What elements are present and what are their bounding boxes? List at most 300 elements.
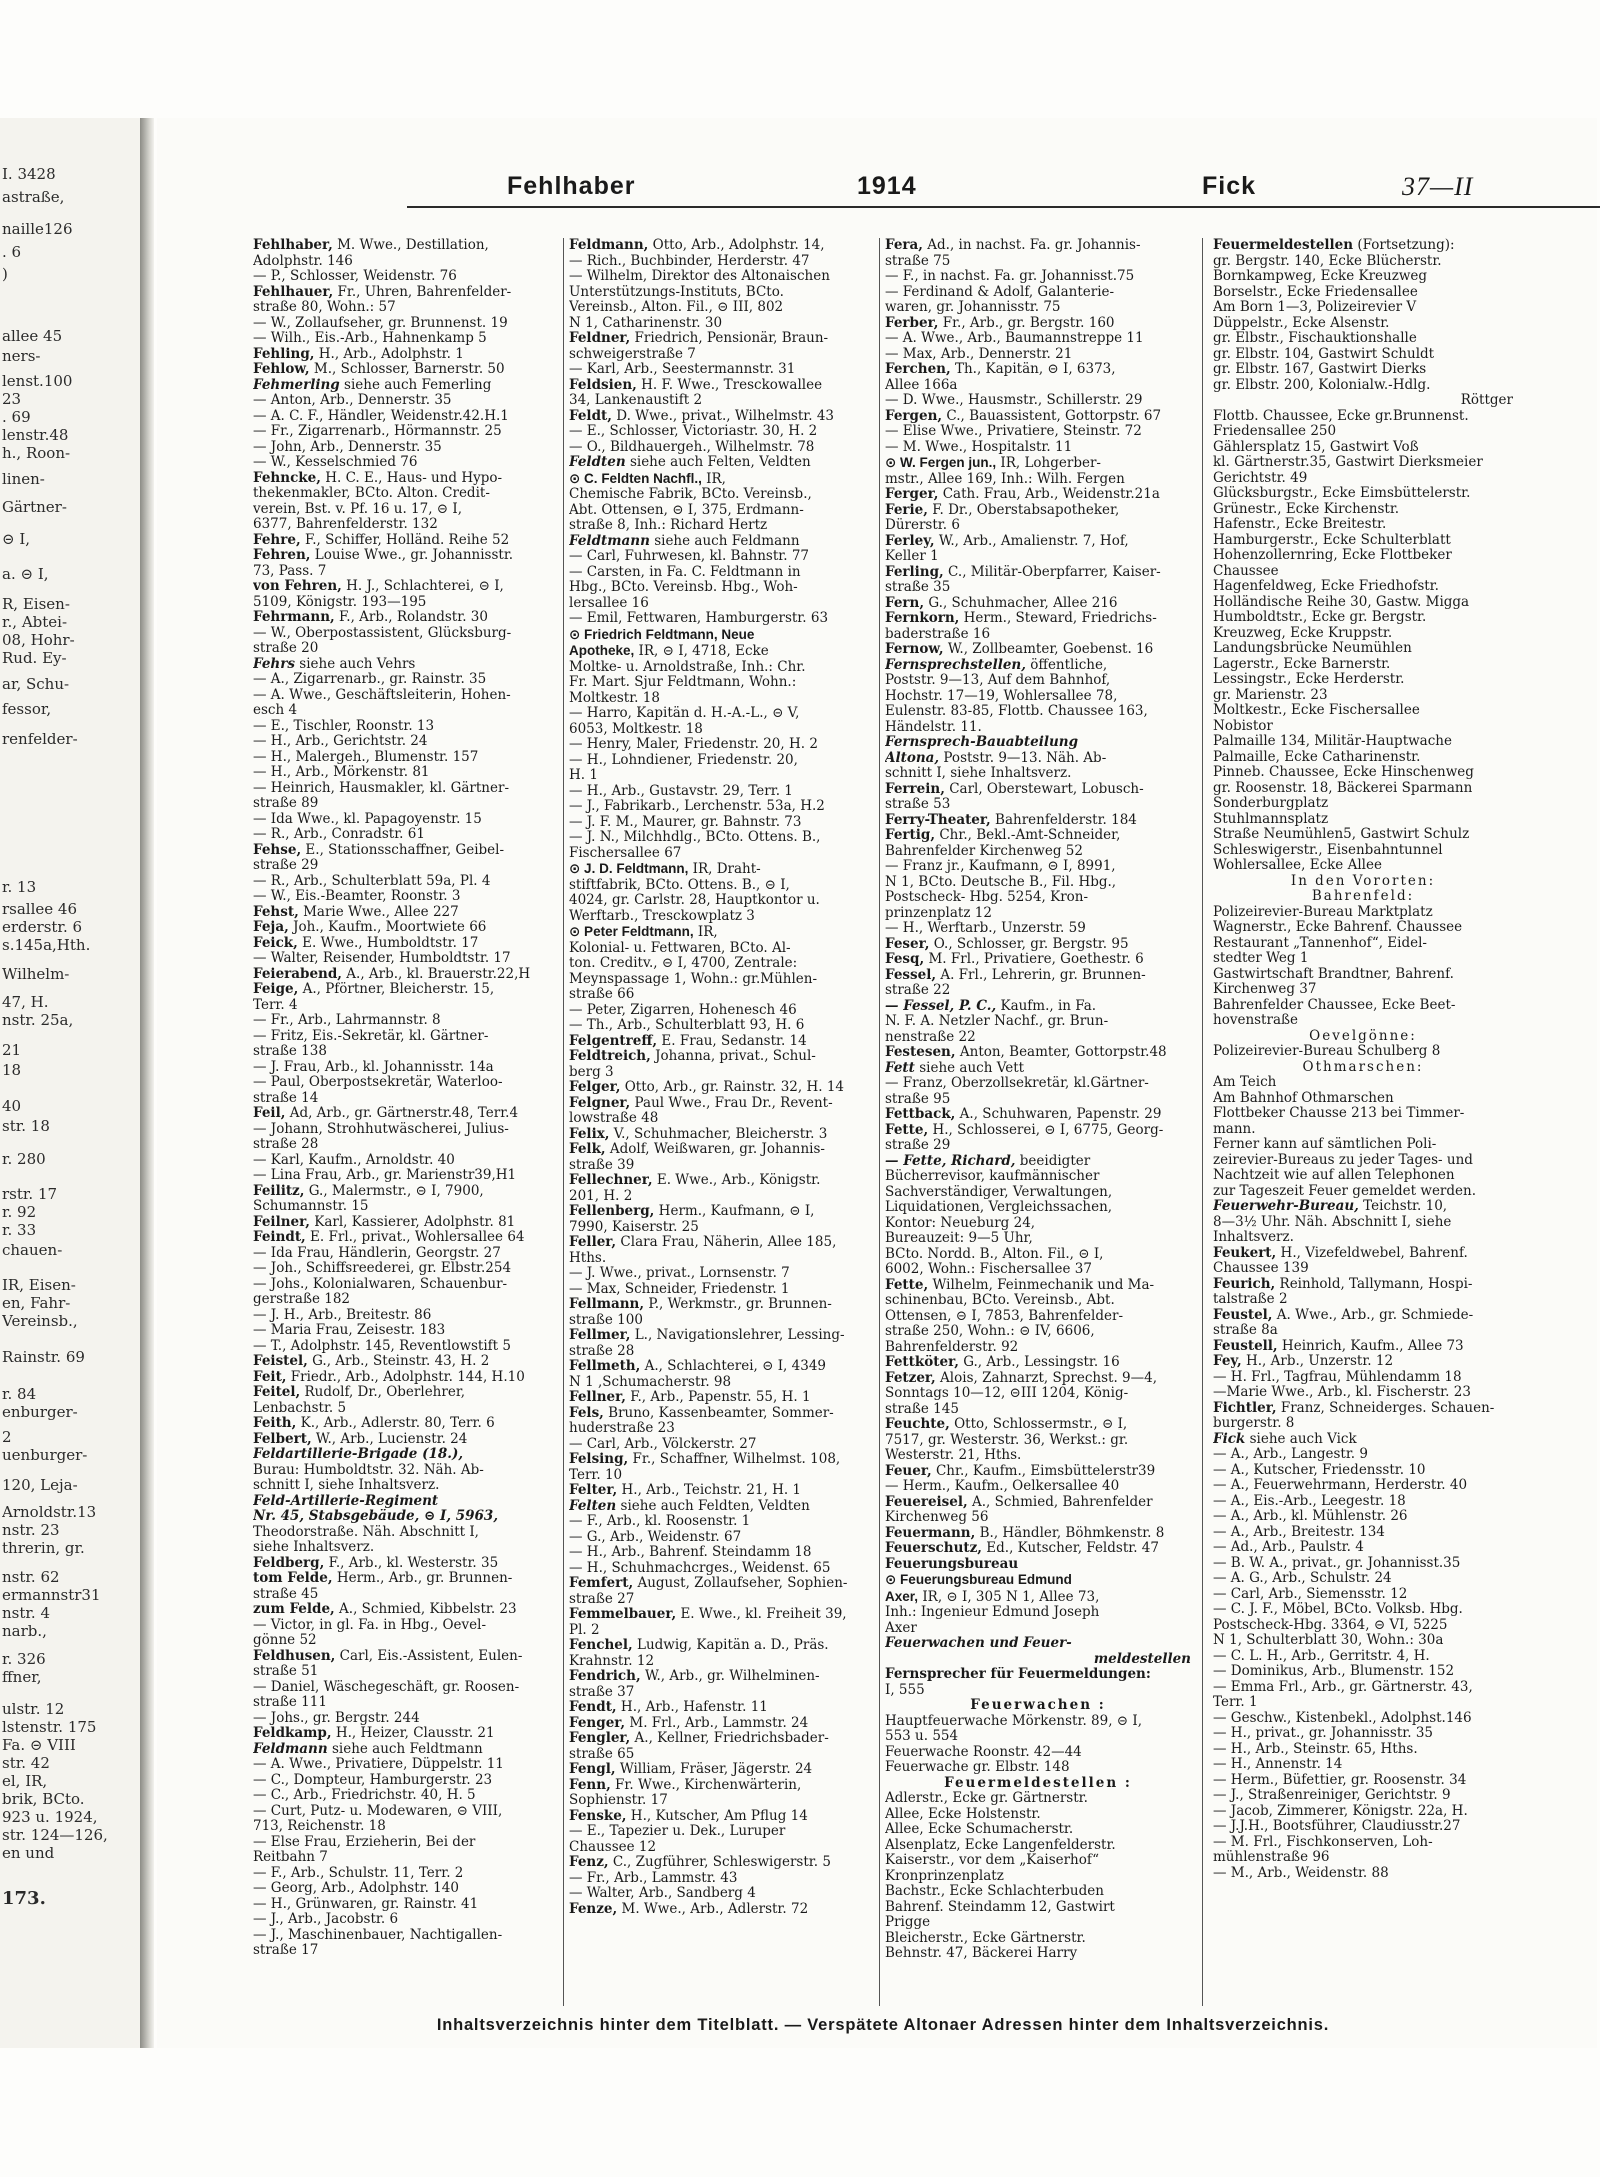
directory-entry-line: Fendt, H., Arb., Hafenstr. 11 [569, 1700, 768, 1715]
directory-entry-line: Palmaille 134, Militär-Hauptwache [1213, 734, 1452, 749]
directory-entry-line: straße 14 [253, 1090, 319, 1106]
directory-entry-line: — C., Dompteur, Hamburgerstr. 23 [253, 1772, 493, 1788]
directory-entry-line: — Rich., Buchbinder, Herderstr. 47 [569, 253, 810, 269]
directory-entry-line: Lessingstr., Ecke Herderstr. [1213, 672, 1405, 687]
directory-entry-line: Poststr. 9—13, Auf dem Bahnhof, [885, 673, 1111, 688]
left-page-line: narb., [2, 1622, 47, 1640]
left-page-line: allee 45 [2, 327, 63, 345]
directory-column-2 [569, 238, 873, 2006]
directory-entry-line: N. F. A. Netzler Nachf., gr. Brun- [885, 1014, 1109, 1029]
directory-entry-line: Felgentreff, E. Frau, Sedanstr. 14 [569, 1033, 807, 1049]
directory-entry-line: schinenbau, BCto. Vereinsb., Abt. [885, 1293, 1115, 1308]
directory-entry-line: straße 28 [253, 1137, 319, 1152]
directory-entry-line: gr. Elbstr. 104, Gastwirt Schuldt [1213, 346, 1435, 362]
directory-entry-line: Kolonial- u. Fettwaren, BCto. Al- [569, 940, 791, 956]
directory-entry-line: Grünestr., Ecke Kirchenstr. [1213, 501, 1400, 517]
directory-entry-line: Alsenplatz, Ecke Langenfelderstr. [885, 1837, 1116, 1853]
header-year: 1914 [857, 172, 917, 200]
directory-entry-line: — Herm., Kaufm., Oelkersallee 40 [885, 1479, 1120, 1494]
directory-entry-line: Feld-Artillerie-Regiment [253, 1493, 439, 1509]
directory-entry-line: — A., Arb., Breitestr. 134 [1213, 1524, 1385, 1540]
directory-entry-line: Fenger, M. Frl., Arb., Lammstr. 24 [569, 1715, 809, 1731]
directory-entry-line: Fenze, M. Wwe., Arb., Adlerstr. 72 [569, 1901, 809, 1917]
directory-entry-line: Feustell, Heinrich, Kaufm., Allee 73 [1213, 1338, 1464, 1354]
directory-entry-line: thekenmakler, BCto. Alton. Credit- [253, 486, 490, 501]
directory-entry-line: — Johs., gr. Bergstr. 244 [253, 1710, 420, 1726]
directory-entry-line: Ferner kann auf sämtlichen Poli- [1213, 1137, 1437, 1152]
directory-entry-line: — A. Wwe., Geschäftsleiterin, Hohen- [253, 687, 511, 703]
left-page-line: ners- [2, 347, 41, 365]
directory-entry-line: Allee, Ecke Schumacherstr. [885, 1822, 1074, 1837]
directory-entry-line: Flottb. Chaussee, Ecke gr.Brunnenst. [1213, 408, 1469, 424]
left-page-line: Gärtner- [2, 498, 67, 516]
directory-entry-line: Hamburgerstr., Ecke Schulterblatt [1213, 532, 1451, 548]
directory-entry-line: — Fessel, P. C., Kaufm., in Fa. [885, 998, 1097, 1014]
left-page-line: str. 42 [2, 1754, 50, 1772]
directory-entry-line: In den Vororten: [1290, 873, 1436, 889]
directory-entry-line: — A. Wwe., Arb., Baumannstreppe 11 [885, 331, 1144, 346]
directory-entry-line: 6377, Bahrenfelderstr. 132 [253, 517, 438, 532]
left-page-line: naille126 [2, 220, 73, 238]
directory-entry-line: — Georg, Arb., Adolphstr. 140 [253, 1881, 459, 1896]
directory-column-3 [885, 238, 1191, 2006]
directory-entry-line: — A., Zigarrenarb., gr. Rainstr. 35 [253, 672, 487, 687]
left-page-line: r. 280 [2, 1150, 46, 1168]
directory-entry-line: Feuer, Chr., Kaufm., Eimsbüttelerstr39 [885, 1463, 1156, 1479]
directory-entry-line: Feick, E. Wwe., Humboldtstr. 17 [253, 935, 479, 951]
directory-entry-line: ⊙ W. Fergen jun., IR, Lohgerber- [885, 455, 1101, 471]
directory-entry-line: Hauptfeuerwache Mörkenstr. 89, ⊝ I, [885, 1713, 1143, 1729]
directory-entry-line: N 1, BCto. Deutsche B., Fil. Hbg., [885, 874, 1117, 890]
directory-entry-line: Feierabend, A., Arb., kl. Brauerstr.22,H [253, 966, 531, 982]
left-page-line: linen- [2, 470, 45, 488]
directory-entry-line: — Henry, Maler, Friedenstr. 20, H. 2 [569, 737, 818, 752]
directory-entry-line: berg 3 [569, 1064, 614, 1080]
directory-entry-line: — Herm., Büfettier, gr. Roosenstr. 34 [1213, 1772, 1467, 1788]
directory-entry-line: meldestellen [1093, 1651, 1191, 1667]
page-number: 37—II [1402, 172, 1474, 201]
left-page-line: chauen- [2, 1241, 63, 1259]
directory-entry-line: Fehrs siehe auch Vehrs [253, 656, 416, 672]
left-page-line: ) [2, 265, 8, 283]
directory-entry-line: Reitbahn 7 [253, 1850, 328, 1865]
left-page-line: r. 33 [2, 1221, 37, 1239]
directory-entry-line: Fehlow, M., Schlosser, Barnerstr. 50 [253, 362, 505, 377]
directory-entry-line: Behnstr. 47, Bäckerei Harry [885, 1946, 1078, 1961]
directory-entry-line: Feuerungsbureau [885, 1556, 1019, 1572]
directory-entry-line: esch 4 [253, 703, 298, 718]
directory-entry-line: Abt. Ottensen, ⊝ I, 375, Erdmann- [569, 502, 804, 518]
directory-entry-line: Chaussee 12 [569, 1839, 657, 1855]
directory-entry-line: — H., Grünwaren, gr. Rainstr. 41 [253, 1896, 479, 1912]
directory-entry-line: straße 53 [885, 797, 951, 812]
directory-entry-line: — C. J. F., Möbel, BCto. Volksb. Hbg. [1213, 1602, 1463, 1617]
directory-entry-line: talstraße 2 [1213, 1292, 1288, 1307]
directory-entry-line: Bahrenfelderstr. 92 [885, 1339, 1019, 1355]
directory-entry-line: — H., privat., gr. Johannisstr. 35 [1213, 1726, 1434, 1741]
directory-entry-line: Ferger, Cath. Frau, Arb., Weidenstr.21a [885, 487, 1160, 502]
directory-entry-line: straße 22 [885, 983, 951, 998]
directory-entry-line: — A., Eis.-Arb., Leegestr. 18 [1213, 1493, 1406, 1509]
left-page-line: r. 13 [2, 878, 37, 896]
column-divider [879, 238, 880, 2006]
left-page-line: I. 3428 [2, 165, 56, 183]
directory-entry-line: — Paul, Oberpostsekretär, Waterloo- [253, 1075, 503, 1090]
directory-entry-line: Fenz, C., Zugführer, Schleswigerstr. 5 [569, 1855, 831, 1870]
directory-entry-line: — H., Schuhmachcrges., Weidenst. 65 [569, 1560, 831, 1576]
directory-entry-line: hovenstraße [1213, 1013, 1298, 1028]
directory-entry-line: Fernsprech-Bauabteilung [885, 735, 1079, 750]
left-page-line: nstr. 25a, [2, 1011, 74, 1029]
directory-entry-line: — Fr., Arb., Lahrmannstr. 8 [253, 1013, 441, 1028]
directory-entry-line: — Max, Arb., Dennerstr. 21 [885, 346, 1073, 362]
left-page-line: r. 92 [2, 1203, 37, 1221]
directory-entry-line: — H. Frl., Tagfrau, Mühlendamm 18 [1213, 1369, 1462, 1385]
directory-entry-line: straße 145 [885, 1401, 959, 1417]
directory-entry-line: Fehncke, H. C. E., Haus- und Hypo- [253, 470, 503, 486]
directory-entry-line: Fehlhaber, M. Wwe., Destillation, [253, 238, 489, 253]
left-page-line: ermannstr31 [2, 1586, 101, 1604]
directory-entry-line: Kronprinzenplatz [885, 1868, 1004, 1884]
directory-entry-line: — H., Arb., Gustavstr. 29, Terr. 1 [569, 783, 793, 799]
directory-entry-line: Fernsprecher für Feuermeldungen: [885, 1667, 1151, 1682]
directory-entry-line: — R., Arb., Conradstr. 61 [253, 827, 425, 842]
directory-entry-line: Polizeirevier-Bureau Schulberg 8 [1213, 1044, 1441, 1059]
directory-entry-line: — A., Arb., Langestr. 9 [1213, 1447, 1368, 1462]
directory-entry-line: Feldsien, H. F. Wwe., Tresckowallee [569, 377, 823, 393]
directory-entry-line: — W., Oberpostassistent, Glücksburg- [253, 625, 512, 641]
directory-entry-line: Ferchen, Th., Kapitän, ⊝ I, 6373, [885, 362, 1116, 377]
directory-entry-line: 7517, gr. Westerstr. 36, Werkst.: gr. [885, 1432, 1129, 1448]
directory-entry-line: Bachstr., Ecke Schlachterbuden [885, 1884, 1104, 1899]
left-page-line: . 6 [2, 243, 22, 261]
directory-entry-line: Fengler, A., Kellner, Friedrichsbader- [569, 1731, 829, 1746]
directory-entry-line: gr. Marienstr. 23 [1213, 687, 1328, 703]
left-page-line: s.145a,Hth. [2, 936, 91, 954]
directory-entry-line: gerstraße 182 [253, 1292, 351, 1307]
directory-entry-line: Felk, Adolf, Weißwaren, gr. Johannis- [569, 1142, 825, 1157]
directory-entry-line: — C. L. H., Arb., Gerritstr. 4, H. [1213, 1648, 1430, 1664]
directory-entry-line: — J. Wwe., privat., Lornsenstr. 7 [569, 1266, 790, 1281]
directory-entry-line: — Carl, Fuhrwesen, kl. Bahnstr. 77 [569, 549, 809, 564]
directory-entry-line: straße 95 [885, 1091, 951, 1107]
directory-entry-line: Unterstützungs-Instituts, BCto. [569, 284, 784, 300]
directory-entry-line: schweigerstraße 7 [569, 346, 696, 362]
directory-entry-line: baderstraße 16 [885, 626, 991, 642]
directory-entry-line: Feith, K., Arb., Adlerstr. 80, Terr. 6 [253, 1416, 495, 1431]
directory-entry-line: — H., Arb., Steinstr. 65, Hths. [1213, 1741, 1418, 1757]
directory-entry-line: Pl. 2 [569, 1622, 600, 1638]
directory-entry-line: Flottbeker Chausse 213 bei Timmer- [1213, 1106, 1465, 1121]
directory-entry-line: nenstraße 22 [885, 1029, 976, 1045]
left-page-line: h., Roon- [2, 444, 71, 462]
directory-entry-line: — Maria Frau, Zeisestr. 183 [253, 1323, 446, 1338]
directory-entry-line: — R., Arb., Schulterblatt 59a, Pl. 4 [253, 873, 491, 889]
directory-entry-line: — Joh., Schiffsreederei, gr. Elbstr.254 [253, 1261, 512, 1276]
directory-entry-line: H. 1 [569, 768, 598, 783]
directory-entry-line: Feukert, H., Vizefeldwebel, Bahrenf. [1213, 1245, 1468, 1261]
directory-entry-line: Feldtreich, Johanna, privat., Schul- [569, 1049, 816, 1064]
directory-entry-line: — H., Werftarb., Unzerstr. 59 [885, 921, 1086, 936]
directory-entry-line: Chaussee [1213, 563, 1279, 579]
directory-entry-line: Felsing, Fr., Schaffner, Wilhelmst. 108, [569, 1452, 841, 1467]
left-page-line: erderstr. 6 [2, 918, 83, 936]
directory-entry-line: — H., Arb., Mörkenstr. 81 [253, 765, 430, 780]
directory-entry-line: 73, Pass. 7 [253, 563, 327, 579]
directory-entry-line: straße 35 [885, 580, 951, 595]
directory-entry-line: Feldhusen, Carl, Eis.-Assistent, Eulen- [253, 1648, 523, 1664]
directory-entry-line: ⊙ Feuerungsbureau Edmund [885, 1572, 1072, 1587]
directory-entry-line: Bahrenfelder Chaussee, Ecke Beet- [1213, 997, 1456, 1013]
directory-entry-line: Polizeirevier-Bureau Marktplatz [1213, 904, 1433, 920]
directory-entry-line: Sachverständiger, Verwaltungen, [885, 1184, 1113, 1200]
directory-entry-line: Fehre, F., Schiffer, Holländ. Reihe 52 [253, 532, 510, 548]
directory-entry-line: waren, gr. Johannisstr. 75 [885, 300, 1061, 315]
directory-entry-line: straße 66 [569, 987, 635, 1002]
directory-entry-line: verein, Bst. v. Pf. 16 u. 17, ⊝ I, [253, 501, 463, 517]
directory-entry-line: straße 80, Wohn.: 57 [253, 300, 396, 315]
directory-entry-line: — O., Bildhauergeh., Wilhelmstr. 78 [569, 439, 815, 455]
directory-entry-line: Allee 166a [885, 377, 958, 393]
directory-entry-line: zum Felde, A., Schmied, Kibbelstr. 23 [253, 1602, 517, 1617]
directory-entry-line: I, 555 [885, 1682, 925, 1698]
left-page-line: 173. [2, 1890, 46, 1908]
directory-entry-line: — Emma Frl., Arb., gr. Gärtnerstr. 43, [1213, 1679, 1473, 1695]
directory-entry-line: Moltkestr. 18 [569, 690, 660, 706]
directory-entry-line: — Curt, Putz- u. Modewaren, ⊝ VIII, [253, 1803, 503, 1819]
directory-entry-line: Am Teich [1213, 1075, 1277, 1090]
directory-entry-line: 201, H. 2 [569, 1188, 633, 1204]
directory-entry-line: Postscheck- Hbg. 5254, Kron- [885, 890, 1089, 905]
directory-entry-line: Ferie, F. Dr., Oberstabsapotheker, [885, 502, 1120, 518]
directory-entry-line: — E., Schlosser, Victoriastr. 30, H. 2 [569, 424, 818, 439]
directory-entry-line: — W., Zollaufseher, gr. Brunnenst. 19 [253, 315, 508, 331]
left-page-line: en und [2, 1844, 55, 1862]
directory-entry-line: Feige, A., Pförtner, Bleicherstr. 15, [253, 982, 495, 997]
directory-entry-line: Krahnstr. 12 [569, 1653, 655, 1669]
directory-entry-line: 7990, Kaiserstr. 25 [569, 1219, 699, 1235]
directory-entry-line: Lenbachstr. 5 [253, 1400, 347, 1416]
left-page-line: r. 84 [2, 1385, 37, 1403]
left-page-line: 923 u. 1924, [2, 1808, 98, 1826]
directory-entry-line: — A., Feuerwehrmann, Herderstr. 40 [1213, 1478, 1468, 1493]
directory-entry-line: Am Born 1—3, Polizeirevier V [1213, 300, 1417, 315]
directory-entry-line: Kirchenweg 56 [885, 1510, 989, 1525]
directory-entry-line: Femmelbauer, E. Wwe., kl. Freiheit 39, [569, 1607, 847, 1622]
directory-entry-line: — Fette, Richard, beeidigter [885, 1153, 1091, 1169]
left-page-line: ulstr. 12 [2, 1700, 65, 1718]
directory-entry-line: stedter Weg 1 [1213, 951, 1309, 966]
directory-entry-line: Bleicherstr., Ecke Gärtnerstr. [885, 1930, 1086, 1946]
directory-entry-line: lowstraße 48 [569, 1111, 659, 1126]
directory-entry-line: 8—3½ Uhr. Näh. Abschnitt I, siehe [1213, 1214, 1452, 1230]
left-page-line: . 69 [2, 408, 31, 426]
directory-entry-line: — T., Adolphstr. 145, Reventlowstift 5 [253, 1338, 511, 1354]
directory-entry-line: — Heinrich, Hausmakler, kl. Gärtner- [253, 780, 509, 796]
directory-entry-line: Fendrich, W., Arb., gr. Wilhelminen- [569, 1669, 820, 1684]
directory-entry-line: Bahrenfelder Kirchenweg 52 [885, 843, 1083, 859]
directory-entry-line: Feuermeldestellen : [944, 1775, 1132, 1791]
directory-entry-line: — J., Straßenreiniger, Gerichtstr. 9 [1213, 1788, 1451, 1803]
directory-entry-line: — J. H., Arb., Breitestr. 86 [253, 1307, 432, 1323]
header-first-name: Fehlhaber [507, 172, 636, 200]
directory-entry-line: Felger, Otto, Arb., gr. Rainstr. 32, H. 14 [569, 1080, 845, 1095]
directory-entry-line: Fetzer, Alois, Zahnarzt, Sprechst. 9—4, [885, 1370, 1158, 1386]
directory-entry-line: Feuermeldestellen (Fortsetzung): [1213, 238, 1455, 253]
directory-entry-line: — Daniel, Wäschegeschäft, gr. Roosen- [253, 1679, 520, 1695]
directory-entry-line: Moltke- u. Arnoldstraße, Inh.: Chr. [569, 659, 806, 675]
directory-entry-line: Nachtzeit wie auf allen Telephonen [1213, 1168, 1455, 1183]
directory-entry-line: straße 138 [253, 1044, 327, 1059]
left-page-line: r. 326 [2, 1650, 46, 1668]
directory-entry-line: Festesen, Anton, Beamter, Gottorpstr.48 [885, 1045, 1167, 1060]
directory-entry-line: Feldmann, Otto, Arb., Adolphstr. 14, [569, 238, 825, 253]
left-page-fragment [0, 118, 142, 2048]
directory-entry-line: — Harro, Kapitän d. H.-A.-L., ⊝ V, [569, 706, 800, 721]
left-page-line: 21 [2, 1041, 22, 1059]
directory-entry-line: Fellner, F., Arb., Papenstr. 55, H. 1 [569, 1390, 811, 1405]
directory-entry-line: Felbert, W., Arb., Lucienstr. 24 [253, 1431, 468, 1447]
directory-entry-line: Fehst, Marie Wwe., Allee 227 [253, 904, 459, 920]
directory-entry-line: lersallee 16 [569, 595, 649, 611]
directory-entry-line: — Wilhelm, Direktor des Altonaischen [569, 269, 830, 284]
directory-entry-line: huderstraße 23 [569, 1421, 675, 1436]
directory-entry-line: — Else Frau, Erzieherin, Bei der [253, 1834, 476, 1850]
directory-entry-line: — Ida Wwe., kl. Papagoyenstr. 15 [253, 811, 482, 827]
directory-entry-line: straße 100 [569, 1312, 643, 1328]
left-page-line: 40 [2, 1097, 22, 1115]
directory-entry-line: zur Tageszeit Feuer gemeldet werden. [1213, 1183, 1476, 1199]
directory-entry-line: Kaiserstr., vor dem „Kaiserhof“ [885, 1853, 1100, 1868]
directory-entry-line: 713, Reichenstr. 18 [253, 1819, 386, 1834]
directory-entry-line: — Victor, in gl. Fa. in Hbg., Oevel- [253, 1617, 487, 1633]
left-page-line: 120, Leja- [2, 1476, 78, 1494]
directory-entry-line: Fichtler, Franz, Schneiderges. Schauen- [1213, 1400, 1495, 1416]
directory-entry-line: gr. Elbstr. 167, Gastwirt Dierks [1213, 362, 1427, 377]
directory-entry-line: Sonderburgplatz [1213, 796, 1329, 811]
left-page-line: ar, Schu- [2, 675, 70, 693]
directory-entry-line: kl. Gärtnerstr.35, Gastwirt Dierksmeier [1213, 455, 1483, 470]
directory-entry-line: — F., Arb., kl. Roosenstr. 1 [569, 1514, 751, 1529]
directory-entry-line: Hochstr. 17—19, Wohlersallee 78, [885, 688, 1118, 704]
directory-entry-line: gr. Bergstr. 140, Ecke Blücherstr. [1213, 253, 1442, 269]
directory-entry-line: — A., Arb., kl. Mühlenstr. 26 [1213, 1509, 1408, 1524]
directory-entry-line: Axer [885, 1620, 917, 1636]
directory-entry-line: ⊙ Peter Feldtmann, IR, [569, 924, 718, 940]
directory-entry-line: — John, Arb., Dennerstr. 35 [253, 439, 442, 455]
directory-entry-line: — Fritz, Eis.-Sekretär, kl. Gärtner- [253, 1028, 489, 1044]
directory-entry-line: Feustel, A. Wwe., Arb., gr. Schmiede- [1213, 1307, 1474, 1323]
directory-entry-line: ⊙ Friedrich Feldtmann, Neue [569, 626, 755, 642]
directory-entry-line: Prigge [885, 1915, 931, 1930]
left-page-line: Rainstr. 69 [2, 1348, 85, 1366]
directory-entry-line: gr. Elbstr., Fischauktionshalle [1213, 331, 1417, 346]
directory-entry-line: Adolphstr. 146 [253, 253, 353, 269]
directory-entry-line: Fergen, C., Bauassistent, Gottorpstr. 67 [885, 408, 1162, 424]
column-divider [1202, 238, 1203, 2006]
directory-entry-line: straße 111 [253, 1695, 327, 1710]
directory-entry-line: Sophienstr. 17 [569, 1793, 668, 1808]
directory-entry-line: Wohlersallee, Ecke Allee [1213, 858, 1382, 873]
directory-entry-line: straße 17 [253, 1943, 319, 1958]
directory-entry-line: straße 39 [569, 1157, 635, 1173]
directory-entry-line: Ferrein, Carl, Oberstewart, Lobusch- [885, 781, 1144, 797]
left-page-line: astraße, [2, 188, 65, 206]
left-page-line: uenburger- [2, 1446, 88, 1464]
left-page-line: ⊝ I, [2, 530, 31, 548]
directory-entry-line: Terr. 10 [569, 1467, 623, 1483]
directory-entry-line: — H., Malergeh., Blumenstr. 157 [253, 749, 479, 765]
directory-entry-line: — A. C. F., Händler, Weidenstr.42.H.1 [253, 408, 509, 424]
directory-entry-line: Fellmer, L., Navigationslehrer, Lessing- [569, 1328, 845, 1343]
directory-entry-line: BCto. Nordd. B., Alton. Fil., ⊝ I, [885, 1246, 1104, 1262]
directory-entry-line: gr. Roosenstr. 18, Bäckerei Sparmann [1213, 780, 1473, 796]
directory-entry-line: Bureauzeit: 9—5 Uhr, [885, 1231, 1033, 1246]
directory-entry-line: Vereinsb., Alton. Fil., ⊝ III, 802 [569, 300, 784, 315]
directory-entry-line: Fick siehe auch Vick [1213, 1431, 1357, 1447]
directory-entry-line: Ferling, C., Militär-Oberpfarrer, Kaiser- [885, 564, 1161, 580]
directory-entry-line: Othmarschen: [1302, 1059, 1424, 1075]
directory-entry-line: — Geschw., Kistenbekl., Adolphst.146 [1213, 1710, 1472, 1726]
directory-entry-line: Hafenstr., Ecke Breitestr. [1213, 517, 1387, 532]
directory-entry-line: Bornkampweg, Ecke Kreuzweg [1213, 269, 1428, 284]
directory-entry-line: Axer, IR, ⊝ I, 305 N 1, Allee 73, [885, 1588, 1100, 1605]
directory-entry-line: Fertig, Chr., Bekl.-Amt-Schneider, [885, 828, 1121, 843]
left-page-line: nstr. 4 [2, 1604, 50, 1622]
directory-entry-line: — Emil, Fettwaren, Hamburgerstr. 63 [569, 611, 829, 626]
directory-entry-line: — Fr., Arb., Lammstr. 43 [569, 1870, 738, 1886]
directory-entry-line: Inhaltsverz. [1213, 1230, 1294, 1245]
directory-entry-line: — M. Wwe., Hospitalstr. 11 [885, 439, 1073, 455]
directory-entry-line: — Ad., Arb., Paulstr. 4 [1213, 1540, 1364, 1555]
directory-entry-line: Adlerstr., Ecke gr. Gärtnerstr. [885, 1791, 1088, 1806]
directory-entry-line: burgerstr. 8 [1213, 1416, 1295, 1431]
directory-entry-line: — M., Arb., Weidenstr. 88 [1213, 1865, 1389, 1881]
left-page-line: a. ⊝ I, [2, 565, 49, 583]
left-page-line: el, IR, [2, 1772, 48, 1790]
directory-entry-line: — Elise Wwe., Privatiere, Steinstr. 72 [885, 424, 1142, 439]
column-divider [563, 238, 564, 2006]
directory-entry-line: Ferber, Fr., Arb., gr. Bergstr. 160 [885, 315, 1115, 331]
directory-entry-line: straße 45 [253, 1586, 319, 1602]
directory-entry-line: Postscheck-Hbg. 3364, ⊝ VI, 5225 [1213, 1617, 1448, 1633]
directory-entry-line: Stuhlmannsplatz [1213, 811, 1329, 827]
directory-entry-line: Fengl, William, Fräser, Jägerstr. 24 [569, 1762, 813, 1777]
left-page-line: rsallee 46 [2, 900, 78, 918]
directory-entry-line: Fellmann, P., Werkmstr., gr. Brunnen- [569, 1297, 832, 1312]
directory-entry-line: Lagerstr., Ecke Barnerstr. [1213, 656, 1391, 672]
directory-entry-line: Fernsprechstellen, öffentliche, [885, 657, 1108, 673]
directory-entry-line: straße 29 [253, 858, 319, 873]
left-page-line: 08, Hohr- [2, 631, 75, 649]
directory-entry-line: — J.J.H., Bootsführer, Claudiusstr.27 [1213, 1819, 1461, 1834]
directory-entry-line: Terr. 4 [253, 997, 298, 1013]
directory-entry-line: gr. Elbstr. 200, Kolonialw.-Hdlg. [1213, 377, 1431, 393]
directory-entry-line: Gastwirtschaft Brandtner, Bahrenf. [1213, 966, 1454, 982]
directory-entry-line: Feller, Clara Frau, Näherin, Allee 185, [569, 1235, 837, 1250]
left-page-line: Vereinsb., [2, 1312, 78, 1330]
directory-entry-line: Fera, Ad., in nachst. Fa. gr. Johannis- [885, 238, 1141, 253]
directory-entry-line: Fesq, M. Frl., Privatiere, Goethestr. 6 [885, 952, 1144, 967]
left-page-line: R, Eisen- [2, 595, 70, 613]
directory-entry-line: — J. Frau, Arb., kl. Johannisstr. 14a [253, 1059, 494, 1075]
directory-entry-line: — F., Arb., Schulstr. 11, Terr. 2 [253, 1865, 464, 1881]
directory-entry-line: straße 8a [1213, 1323, 1278, 1338]
directory-entry-line: Gählersplatz 15, Gastwirt Voß [1213, 439, 1419, 455]
directory-entry-line: Terr. 1 [1213, 1695, 1258, 1710]
left-page-line: nstr. 62 [2, 1568, 60, 1586]
directory-entry-line: straße 65 [569, 1746, 635, 1762]
